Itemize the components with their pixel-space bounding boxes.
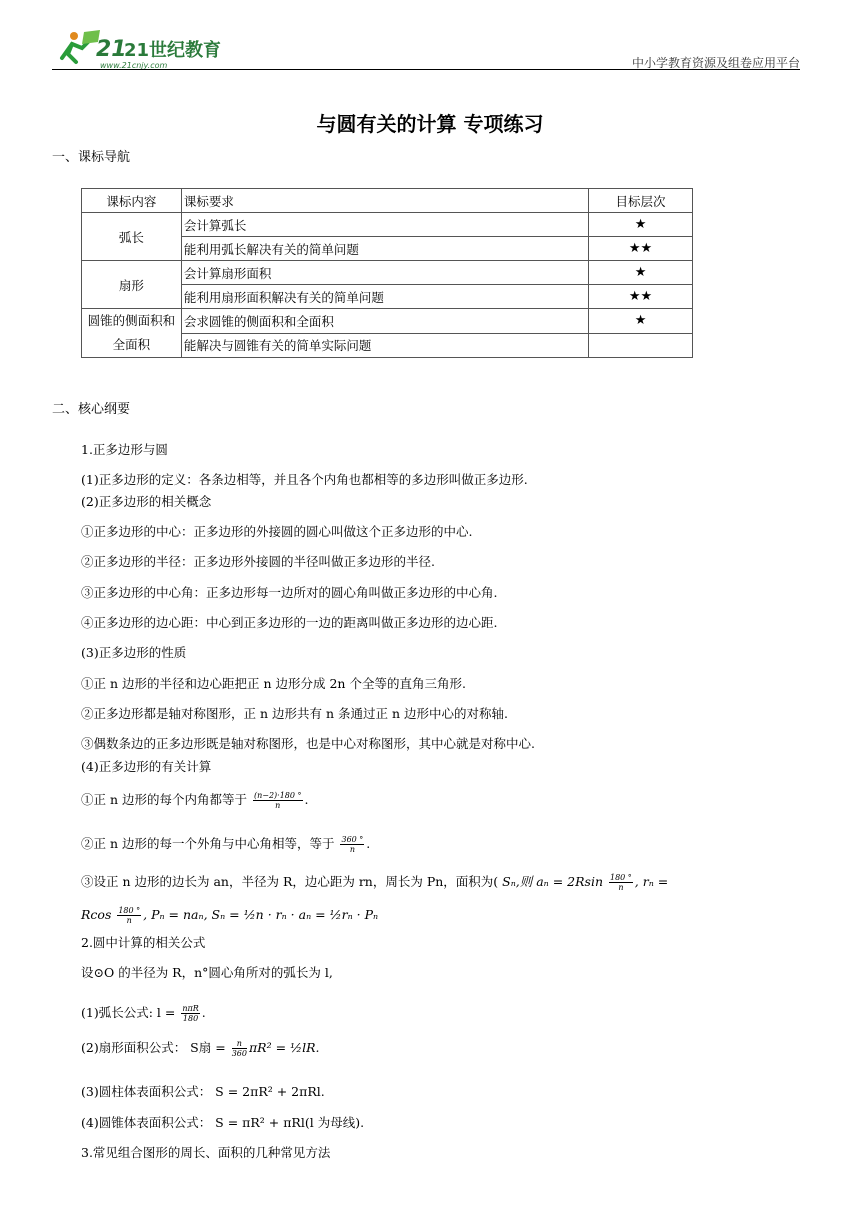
- table-group-name: 弧长: [82, 213, 182, 261]
- content-line: (1)正多边形的定义：各条边相等，并且各个内角也都相等的多边形叫做正多边形.: [81, 472, 528, 487]
- svg-text:21: 21: [96, 37, 127, 62]
- content-line: ①正 n 边形的半径和边心距把正 n 边形分成 2n 个全等的直角三角形.: [81, 676, 466, 691]
- table-level: ★★: [589, 285, 693, 309]
- fraction: $\frac{180 ^\circ}{n}$: [118, 906, 141, 925]
- logo-text: 21世纪教育: [124, 40, 222, 61]
- fraction: $\frac{(n-2)\cdot 180 ^\circ}{n}$: [253, 791, 302, 810]
- logo-url: www.21cnjy.com: [100, 61, 168, 70]
- header-divider: [52, 69, 800, 70]
- content-line: 1.正多边形与圆: [81, 442, 168, 457]
- table-header: 课标要求: [181, 189, 588, 213]
- table-row: [82, 261, 693, 285]
- content-line: ③正多边形的中心角：正多边形每一边所对的圆心角叫做正多边形的中心角.: [81, 585, 498, 600]
- formula-cylinder-area: (3)圆柱体表面积公式： S = 2πR² + 2πRl.: [81, 1084, 325, 1099]
- fraction: $\frac{180 ^\circ}{n}$: [609, 873, 632, 892]
- formula-line-polygon-calc-cont: Rcos $\frac{180 ^\circ}{n}$ , Pₙ = naₙ, Sₙ = ½n · rₙ · aₙ = ½rₙ · Pₙ: [81, 906, 379, 925]
- standards-table: [81, 188, 693, 358]
- table-group-name: [82, 309, 182, 358]
- table-cell: 会求圆锥的侧面积和全面积: [181, 309, 588, 334]
- site-logo: [52, 28, 232, 72]
- table-row: [82, 213, 693, 237]
- content-line: (4)正多边形的有关计算: [81, 759, 212, 774]
- content-line: ④正多边形的边心距：中心到正多边形的一边的距离叫做正多边形的边心距.: [81, 615, 498, 630]
- table-row: [82, 309, 693, 334]
- content-line: ③偶数条边的正多边形既是轴对称图形，也是中心对称图形，其中心就是对称中心.: [81, 736, 535, 751]
- table-level: ★★: [589, 237, 693, 261]
- section-heading-2: 二、核心纲要: [52, 402, 131, 417]
- table-level: [589, 333, 693, 358]
- table-header: 课标内容: [82, 189, 182, 213]
- content-line: ②正多边形都是轴对称图形，正 n 边形共有 n 条通过正 n 边形中心的对称轴.: [81, 706, 508, 721]
- content-line: ②正多边形的半径：正多边形外接圆的半径叫做正多边形的半径.: [81, 554, 435, 569]
- header-platform-text: 中小学教育资源及组卷应用平台: [631, 56, 800, 70]
- table-cell: 能解决与圆锥有关的简单实际问题: [181, 333, 588, 358]
- table-level: ★: [589, 213, 693, 237]
- fraction: $\frac{n}{360}$: [231, 1039, 247, 1058]
- table-cell: 能利用扇形面积解决有关的简单问题: [181, 285, 588, 309]
- table-header-row: [82, 189, 693, 213]
- runner-icon: [62, 30, 100, 62]
- section-heading-1: 一、课标导航: [52, 150, 131, 165]
- table-level: ★: [589, 261, 693, 285]
- formula-arc-length: (1)弧长公式: l = $\frac{\text{nπR}}{180}$ .: [81, 1004, 206, 1023]
- formula-line-interior-angle: ①正 n 边形的每个内角都等于 $\frac{(n-2)\cdot 180 ^\circ}{n}$ .: [81, 791, 309, 810]
- table-cell: 会计算弧长: [181, 213, 588, 237]
- formula-line-exterior-angle: ②正 n 边形的每一个外角与中心角相等，等于 $\frac{360 ^\circ}{n}$ .: [81, 835, 371, 854]
- content-line: ①正多边形的中心：正多边形的外接圆的圆心叫做这个正多边形的中心.: [81, 524, 473, 539]
- table-cell: 会计算扇形面积: [181, 261, 588, 285]
- formula-line-polygon-calc: ③设正 n 边形的边长为 an，半径为 R，边心距为 rn，周长为 Pn，面积为( Sₙ,则 aₙ = 2Rsin $\frac{180 ^\circ}{n}$ , rₙ =: [81, 873, 669, 892]
- page-title: 与圆有关的计算 专项练习: [316, 112, 544, 136]
- table-group-name: 扇形: [82, 261, 182, 309]
- fraction: $\frac{360 ^\circ}{n}$: [341, 835, 364, 854]
- formula-sector-area: (2)扇形面积公式： S扇 = $\frac{n}{360}$ πR² = ½lR.: [81, 1039, 320, 1058]
- table-cell: 能利用弧长解决有关的简单问题: [181, 237, 588, 261]
- table-level: ★: [589, 309, 693, 334]
- content-line: 设⊙O 的半径为 R，n°圆心角所对的弧长为 l,: [81, 965, 333, 980]
- content-line: (3)正多边形的性质: [81, 645, 187, 660]
- table-header: 目标层次: [589, 189, 693, 213]
- content-line: 2.圆中计算的相关公式: [81, 935, 206, 950]
- content-line: 3.常见组合图形的周长、面积的几种常见方法: [81, 1145, 331, 1160]
- table-group-name-line2: 全面积: [112, 337, 151, 352]
- formula-cone-area: (4)圆锥体表面积公式： S = πR² + πRl(l 为母线).: [81, 1115, 365, 1130]
- fraction: $\frac{\text{nπR}}{180}$: [182, 1004, 199, 1023]
- content-line: (2)正多边形的相关概念: [81, 494, 212, 509]
- table-group-name-line1: 圆锥的侧面积和: [87, 313, 176, 328]
